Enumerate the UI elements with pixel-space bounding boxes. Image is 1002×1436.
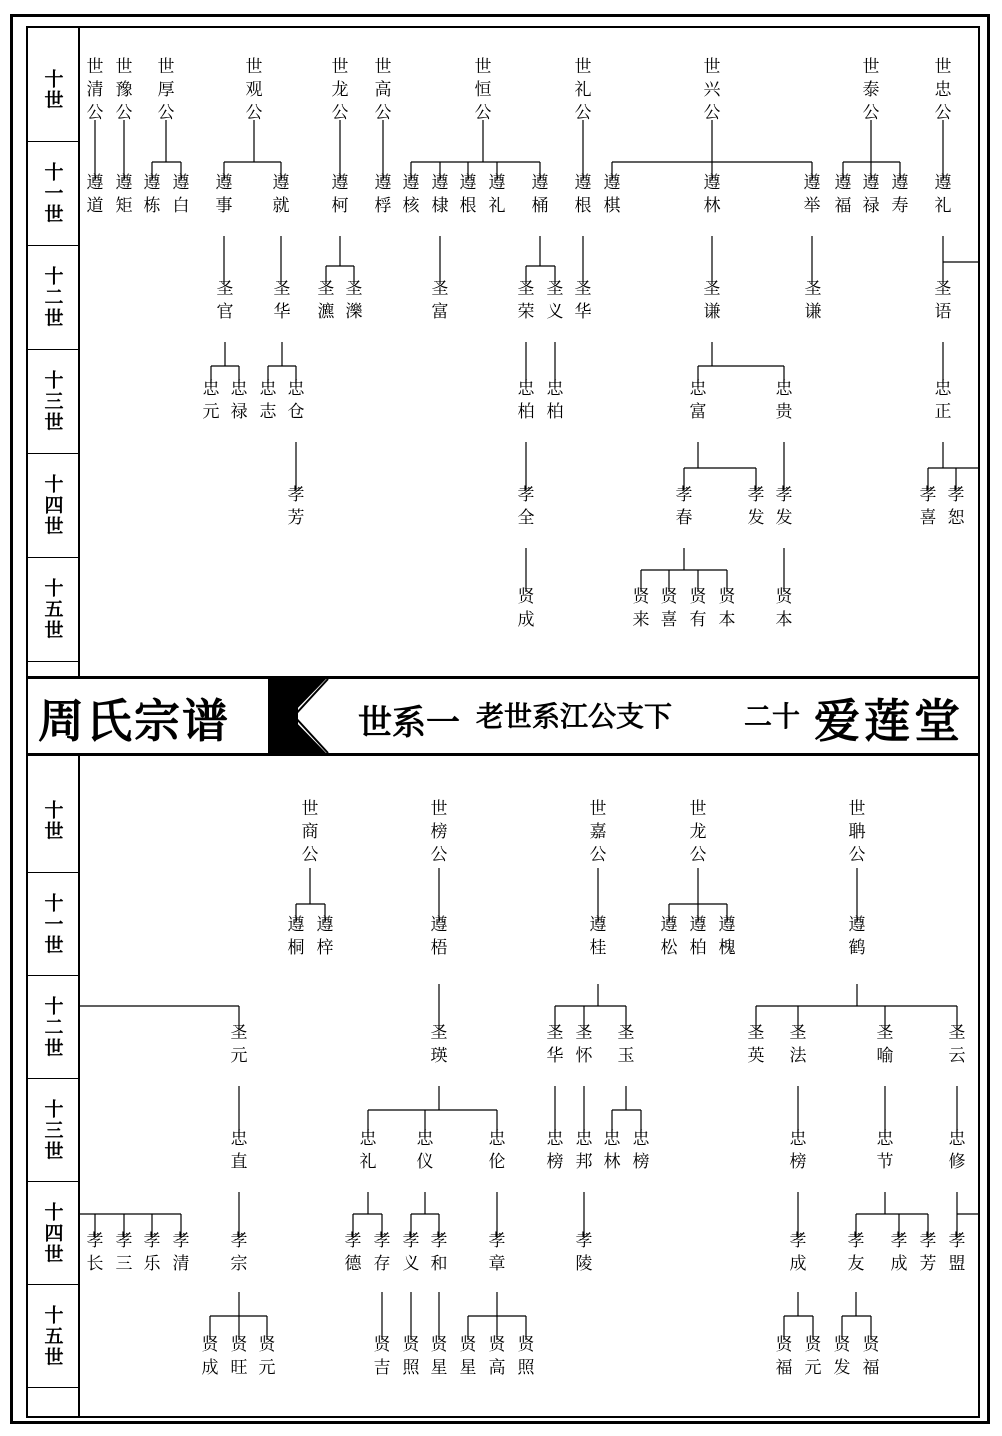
branch-label: 老世系江公支下: [476, 700, 673, 733]
generation-label: 十四世: [28, 454, 78, 558]
person-name: 圣义: [546, 279, 564, 322]
person-name: 世厚公: [157, 57, 175, 123]
person-name: 孝友: [847, 1231, 865, 1274]
person-name: 遵栋: [143, 173, 161, 216]
person-name: 圣法: [789, 1023, 807, 1066]
person-name: 遵棋: [603, 173, 621, 216]
person-name: 世榜公: [430, 799, 448, 865]
person-name: 遵根: [574, 173, 592, 216]
person-name: 世嘉公: [589, 799, 607, 865]
person-name: 贤成: [201, 1335, 219, 1378]
person-name: 圣英: [747, 1023, 765, 1066]
person-name: 忠富: [689, 379, 707, 422]
person-name: 世龙公: [331, 57, 349, 123]
person-name: 世忠公: [934, 57, 952, 123]
generation-label: 十一世: [28, 873, 78, 976]
generation-label: 十一世: [28, 142, 78, 246]
person-name: 贤照: [517, 1335, 535, 1378]
hall-name: 爱莲堂: [814, 694, 964, 748]
person-name: 遵根: [459, 173, 477, 216]
person-name: 圣元: [230, 1023, 248, 1066]
person-name: 遵桐: [287, 915, 305, 958]
person-name: 孝德: [344, 1231, 362, 1274]
person-name: 遵林: [703, 173, 721, 216]
person-name: 孝芳: [287, 485, 305, 528]
person-name: 遵棣: [431, 173, 449, 216]
person-name: 遵白: [172, 173, 190, 216]
generation-label: 十世: [28, 770, 78, 873]
person-name: 贤本: [775, 587, 793, 630]
person-name: 孝喜: [919, 485, 937, 528]
person-name: 忠仪: [416, 1129, 434, 1172]
person-name: 圣谦: [804, 279, 822, 322]
bottom-genealogy-panel: [28, 756, 978, 1418]
person-name: 贤星: [459, 1335, 477, 1378]
chapter-label: 世系一: [358, 703, 460, 743]
person-name: 世兴公: [703, 57, 721, 123]
person-name: 遵梓: [316, 915, 334, 958]
person-name: 孝和: [430, 1231, 448, 1274]
person-name: 遵核: [402, 173, 420, 216]
person-name: 遵梧: [430, 915, 448, 958]
person-name: 贤元: [804, 1335, 822, 1378]
bottom-family-tree: [28, 756, 978, 1418]
person-name: 孝章: [488, 1231, 506, 1274]
person-name: 圣华: [273, 279, 291, 322]
generation-label: 十三世: [28, 350, 78, 454]
person-name: 孝全: [517, 485, 535, 528]
person-name: 贤有: [689, 587, 707, 630]
person-name: 忠林: [603, 1129, 621, 1172]
person-name: 忠直: [230, 1129, 248, 1172]
person-name: 贤吉: [373, 1335, 391, 1378]
person-name: 忠邦: [575, 1129, 593, 1172]
person-name: 遵桶: [531, 173, 549, 216]
genealogy-title: 周氏宗谱: [38, 694, 230, 748]
person-name: 遵道: [86, 173, 104, 216]
generation-label: 十二世: [28, 976, 78, 1079]
person-name: 圣瑛: [430, 1023, 448, 1066]
generation-label: 十三世: [28, 1079, 78, 1182]
person-name: 圣官: [216, 279, 234, 322]
generation-label: 十世: [28, 38, 78, 142]
person-name: 忠修: [948, 1129, 966, 1172]
person-name: 贤高: [488, 1335, 506, 1378]
person-name: 贤元: [258, 1335, 276, 1378]
person-name: 孝成: [890, 1231, 908, 1274]
person-name: 孝发: [775, 485, 793, 528]
person-name: 世观公: [245, 57, 263, 123]
person-name: 忠元: [202, 379, 220, 422]
person-name: 世豫公: [115, 57, 133, 123]
person-name: 遵礼: [488, 173, 506, 216]
person-name: 世恒公: [474, 57, 492, 123]
person-name: 圣云: [948, 1023, 966, 1066]
person-name: 贤照: [402, 1335, 420, 1378]
person-name: 世清公: [86, 57, 104, 123]
person-name: 贤来: [632, 587, 650, 630]
person-name: 孝恕: [947, 485, 965, 528]
person-name: 世龙公: [689, 799, 707, 865]
person-name: 忠柏: [546, 379, 564, 422]
person-name: 忠禄: [230, 379, 248, 422]
person-name: 世礼公: [574, 57, 592, 123]
person-name: 圣喻: [876, 1023, 894, 1066]
person-name: 贤喜: [660, 587, 678, 630]
person-name: 忠正: [934, 379, 952, 422]
person-name: 贤发: [833, 1335, 851, 1378]
person-name: 孝成: [789, 1231, 807, 1274]
person-name: 圣华: [574, 279, 592, 322]
person-name: 忠伦: [488, 1129, 506, 1172]
person-name: 贤福: [862, 1335, 880, 1378]
person-name: 遵禄: [862, 173, 880, 216]
person-name: 忠志: [259, 379, 277, 422]
person-name: 世高公: [374, 57, 392, 123]
person-name: 圣瀌: [317, 279, 335, 322]
person-name: 世泰公: [862, 57, 880, 123]
person-name: 遵桂: [589, 915, 607, 958]
person-name: 忠榜: [789, 1129, 807, 1172]
person-name: 遵矩: [115, 173, 133, 216]
person-name: 忠礼: [359, 1129, 377, 1172]
person-name: 忠贵: [775, 379, 793, 422]
person-name: 孝宗: [230, 1231, 248, 1274]
person-name: 忠柏: [517, 379, 535, 422]
person-name: 圣语: [934, 279, 952, 322]
person-name: 孝春: [675, 485, 693, 528]
chevron-mark-icon: [268, 679, 358, 753]
generation-label: 十五世: [28, 1285, 78, 1388]
person-name: 世商公: [301, 799, 319, 865]
person-name: 贤成: [517, 587, 535, 630]
person-name: 遵鹤: [848, 915, 866, 958]
person-name: 圣富: [431, 279, 449, 322]
person-name: 孝盟: [948, 1231, 966, 1274]
person-name: 孝三: [115, 1231, 133, 1274]
person-name: 圣谦: [703, 279, 721, 322]
person-name: 贤本: [718, 587, 736, 630]
generation-label: 十五世: [28, 558, 78, 662]
person-name: 贤旺: [230, 1335, 248, 1378]
person-name: 遵礼: [934, 173, 952, 216]
top-genealogy-panel: [28, 28, 978, 676]
person-name: 遵举: [803, 173, 821, 216]
person-name: 圣濼: [345, 279, 363, 322]
person-name: 孝存: [373, 1231, 391, 1274]
person-name: 遵就: [272, 173, 290, 216]
person-name: 遵福: [834, 173, 852, 216]
person-name: 遵寿: [891, 173, 909, 216]
person-name: 贤福: [775, 1335, 793, 1378]
person-name: 忠仓: [287, 379, 305, 422]
person-name: 遵槐: [718, 915, 736, 958]
generation-label: 十四世: [28, 1182, 78, 1285]
person-name: 孝清: [172, 1231, 190, 1274]
page-banner: [28, 676, 978, 756]
person-name: 孝陵: [575, 1231, 593, 1274]
person-name: 贤星: [430, 1335, 448, 1378]
page-number: 二十: [744, 700, 801, 733]
person-name: 忠节: [876, 1129, 894, 1172]
person-name: 忠榜: [546, 1129, 564, 1172]
person-name: 圣华: [546, 1023, 564, 1066]
person-name: 圣荣: [517, 279, 535, 322]
person-name: 遵柯: [331, 173, 349, 216]
person-name: 圣玉: [617, 1023, 635, 1066]
person-name: 忠榜: [632, 1129, 650, 1172]
person-name: 孝芳: [919, 1231, 937, 1274]
person-name: 孝义: [402, 1231, 420, 1274]
person-name: 遵松: [660, 915, 678, 958]
person-name: 圣怀: [575, 1023, 593, 1066]
person-name: 世聃公: [848, 799, 866, 865]
person-name: 孝长: [86, 1231, 104, 1274]
person-name: 遵桴: [374, 173, 392, 216]
person-name: 孝乐: [143, 1231, 161, 1274]
generation-label: 十二世: [28, 246, 78, 350]
person-name: 遵柏: [689, 915, 707, 958]
person-name: 遵事: [215, 173, 233, 216]
top-family-tree: [28, 28, 978, 676]
person-name: 孝发: [747, 485, 765, 528]
